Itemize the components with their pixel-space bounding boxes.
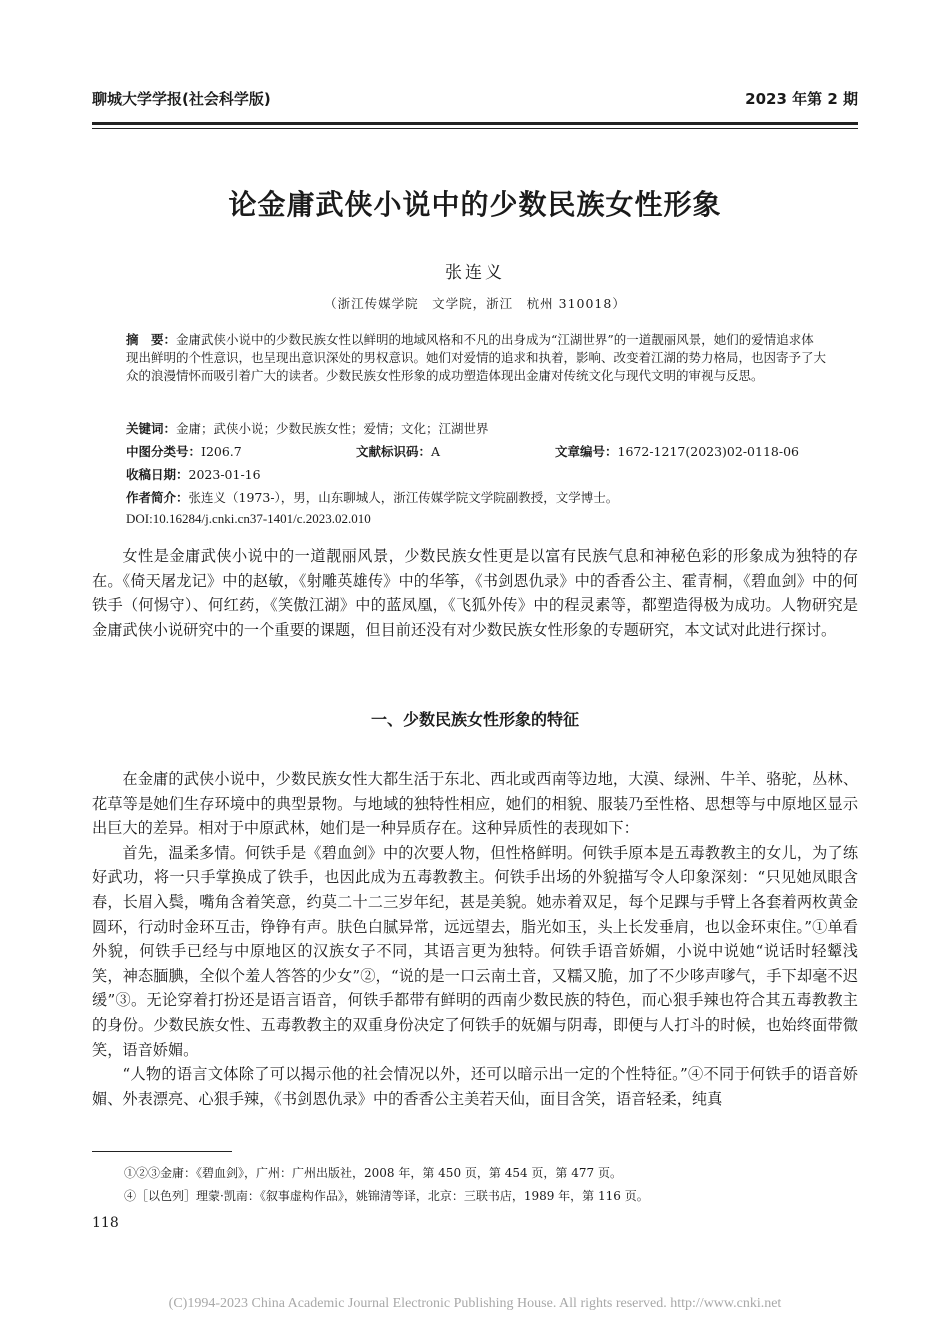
doc-code-value: A [431, 444, 441, 459]
intro-paragraph: 女性是金庸武侠小说中的一道靓丽风景，少数民族女性更是以富有民族气息和神秘色彩的形象成为独特的存在。《倚天屠龙记》中的赵敏，《射雕英雄传》中的华筝，《书剑恩仇录》中的香香公主、霍青桐，《碧血剑》中的何铁手（何惕守）、何红药，《笑傲江湖》中的蓝凤凰，《飞狐外传》中的程灵素等，都塑造得极为成功。人物研究是金庸武侠小说研究中的一个重要的课题，但目前还没有对少数民族女性形象的专题研究，本文试对此进行探讨。 [92, 547, 858, 639]
section-body [92, 767, 858, 1111]
doi-link[interactable]: DOI:10.16284/j.cnki.cn37-1401/c.2023.02.010 [126, 511, 371, 526]
footnote-rule [92, 1151, 232, 1152]
page-number: 118 [92, 1215, 119, 1231]
article-author: 张连义 [445, 263, 505, 283]
article-no-value: 1672-1217(2023)02-0118-06 [617, 444, 799, 459]
header-rule-thin [92, 128, 858, 129]
received-value: 2023-01-16 [188, 467, 261, 482]
footnote-item: ④［以色列］理蒙·凯南：《叙事虚构作品》，姚锦清等译，北京：三联书店，1989 年，第 116 页。 [124, 1189, 649, 1203]
body-paragraph: 在金庸的武侠小说中，少数民族女性大都生活于东北、西北或西南等边地，大漠、绿洲、牛羊、骆驼，丛林、花草等是她们生存环境中的典型景物。与地域的独特性相应，她们的相貌、服装乃至性格、思想等与中原地区显示出巨大的差异。相对于中原武林，她们是一种异质存在。这种异质性的表现如下： [92, 770, 858, 838]
keywords-label: 关键词： [126, 421, 177, 436]
document-code [356, 443, 440, 461]
clc-number [126, 443, 242, 461]
running-header [92, 88, 858, 118]
clc-label: 中图分类号： [126, 444, 202, 459]
received-label: 收稿日期： [126, 467, 189, 482]
doc-code-label: 文献标识码： [356, 444, 432, 459]
keywords [126, 420, 826, 438]
section-heading: 一、少数民族女性形象的特征 [370, 710, 579, 729]
issue-label: 2023 年第 2 期 [745, 90, 858, 108]
received-date [126, 466, 826, 484]
intro-section [92, 544, 858, 642]
classification-line [126, 443, 826, 461]
bio-text: 张连义（1973-），男，山东聊城人，浙江传媒学院文学院副教授，文学博士。 [188, 490, 619, 505]
copyright-watermark: (C)1994-2023 China Academic Journal Electronic Publishing House. All rights reserved. http://www.cnki.net [168, 1296, 782, 1311]
abstract-text: 金庸武侠小说中的少数民族女性以鲜明的地域风格和不凡的出身成为“江湖世界”的一道靓丽风景，她们的爱情追求体现出鲜明的个性意识，也呈现出意识深处的男权意识。她们对爱情的追求和执着，影响、改变着江湖的势力格局，也因寄予了大众的浪漫情怀而吸引着广大的读者。少数民族女性形象的成功塑造体现出金庸对传统文化与现代文明的审视与反思。 [126, 332, 827, 383]
footnotes [124, 1162, 858, 1208]
article-title: 论金庸武侠小说中的少数民族女性形象 [228, 188, 722, 221]
body-paragraph: “人物的语言文体除了可以揭示他的社会情况以外，还可以暗示出一定的个性特征。”④不同于何铁手的语音娇媚、外表漂亮、心狠手辣，《书剑恩仇录》中的香香公主美若天仙，面目含笑，语音轻柔，纯真 [92, 1065, 858, 1108]
body-paragraph: 首先，温柔多情。何铁手是《碧血剑》中的次要人物，但性格鲜明。何铁手原本是五毒教教主的女儿，为了练好武功，将一只手掌换成了铁手，也因此成为五毒教教主。何铁手出场的外貌描写令人印象深刻：“只见她凤眼含春，长眉入鬓，嘴角含着笑意，约莫二十二三岁年纪，甚是美貌。她赤着双足，每个足踝与手臂上各套着两枚黄金圆环，行动时金环互击，铮铮有声。肤色白腻异常，远远望去，脂光如玉，头上长发垂肩，也以金环束住。”①单看外貌，何铁手已经与中原地区的汉族女子不同，其语言更为独特。何铁手语音娇媚，小说中说她“说话时轻颦浅笑，神态腼腆，全似个羞人答答的少女”②，“说的是一口云南土音，又糯又脆，加了不少哆声嗲气，手下却毫不迟缓”③。无论穿着打扮还是语言语音，何铁手都带有鲜明的西南少数民族的特色，而心狠手辣也符合其五毒教教主的身份。少数民族女性、五毒教教主的双重身份决定了何铁手的妩媚与阴毒，即便与人打斗的时候，也始终面带微笑，语音娇媚。 [92, 843, 858, 1059]
bio-label: 作者简介： [126, 490, 189, 505]
header-rule-thick [92, 122, 858, 125]
abstract-label: 摘 要： [126, 332, 177, 347]
abstract [126, 331, 826, 385]
clc-value: I206.7 [201, 444, 242, 459]
keywords-text: 金庸；武侠小说；少数民族女性；爱情；文化；江湖世界 [176, 421, 489, 436]
article-no-label: 文章编号： [555, 444, 618, 459]
article-number [555, 443, 799, 461]
author-affiliation: （浙江传媒学院 文学院，浙江 杭州 310018） [324, 296, 626, 311]
author-bio [126, 489, 826, 507]
footnote-item: ①②③金庸：《碧血剑》，广州：广州出版社，2008 年，第 450 页，第 454 页，第 477 页。 [124, 1166, 622, 1180]
journal-name: 聊城大学学报(社会科学版) [92, 90, 271, 108]
